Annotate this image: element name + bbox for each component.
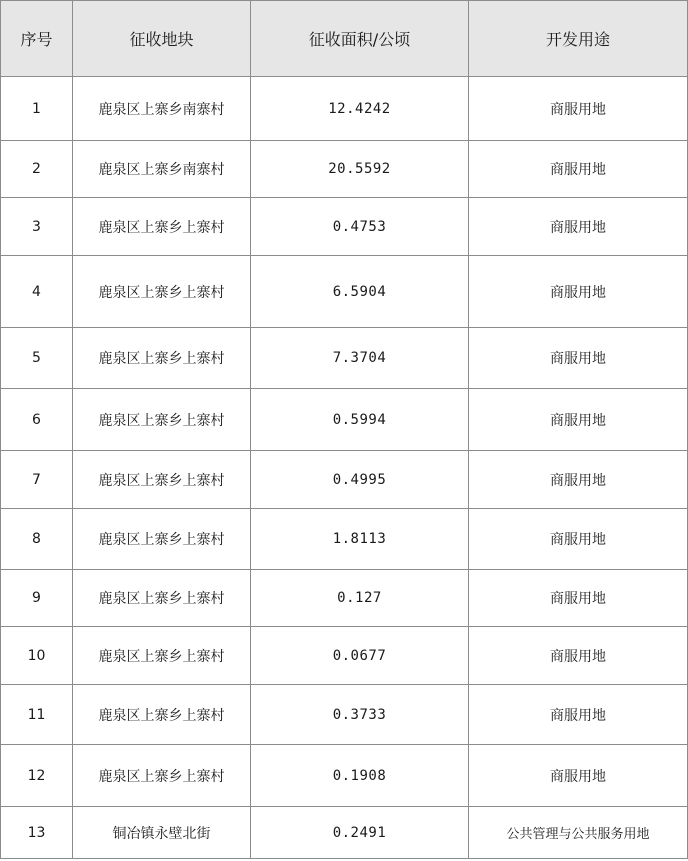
cell-serial-no: 10	[1, 627, 73, 685]
cell-area: 0.127	[251, 570, 469, 627]
cell-use: 商服用地	[469, 570, 688, 627]
table-row	[1, 328, 688, 389]
cell-serial-no: 3	[1, 198, 73, 256]
cell-use: 商服用地	[469, 198, 688, 256]
table-row	[1, 807, 688, 859]
cell-plot: 铜冶镇永壁北街	[73, 807, 251, 859]
cell-serial-no: 5	[1, 328, 73, 389]
cell-use: 商服用地	[469, 745, 688, 807]
cell-area: 7.3704	[251, 328, 469, 389]
cell-area: 0.3733	[251, 685, 469, 745]
cell-area: 0.1908	[251, 745, 469, 807]
table-row	[1, 509, 688, 570]
cell-serial-no: 8	[1, 509, 73, 570]
cell-area: 0.4995	[251, 451, 469, 509]
cell-area: 0.0677	[251, 627, 469, 685]
cell-serial-no: 11	[1, 685, 73, 745]
cell-area: 1.8113	[251, 509, 469, 570]
cell-plot: 鹿泉区上寨乡上寨村	[73, 256, 251, 328]
header-plot: 征收地块	[73, 1, 251, 77]
cell-plot: 鹿泉区上寨乡上寨村	[73, 570, 251, 627]
cell-use: 商服用地	[469, 685, 688, 745]
cell-plot: 鹿泉区上寨乡上寨村	[73, 451, 251, 509]
cell-plot: 鹿泉区上寨乡上寨村	[73, 328, 251, 389]
cell-area: 12.4242	[251, 77, 469, 141]
cell-plot: 鹿泉区上寨乡上寨村	[73, 389, 251, 451]
table-header-row	[1, 1, 688, 77]
table-row	[1, 77, 688, 141]
table-row	[1, 627, 688, 685]
cell-area: 0.4753	[251, 198, 469, 256]
table-row	[1, 389, 688, 451]
cell-plot: 鹿泉区上寨乡南寨村	[73, 77, 251, 141]
table-row	[1, 141, 688, 198]
cell-use: 商服用地	[469, 77, 688, 141]
cell-serial-no: 13	[1, 807, 73, 859]
table-row	[1, 745, 688, 807]
cell-area: 20.5592	[251, 141, 469, 198]
cell-area: 0.2491	[251, 807, 469, 859]
table-row	[1, 685, 688, 745]
cell-plot: 鹿泉区上寨乡上寨村	[73, 745, 251, 807]
cell-plot: 鹿泉区上寨乡上寨村	[73, 198, 251, 256]
cell-area: 0.5994	[251, 389, 469, 451]
cell-use: 商服用地	[469, 328, 688, 389]
cell-use: 商服用地	[469, 389, 688, 451]
header-use: 开发用途	[469, 1, 688, 77]
cell-serial-no: 1	[1, 77, 73, 141]
cell-serial-no: 6	[1, 389, 73, 451]
cell-use: 商服用地	[469, 256, 688, 328]
cell-serial-no: 12	[1, 745, 73, 807]
table-row	[1, 451, 688, 509]
cell-plot: 鹿泉区上寨乡南寨村	[73, 141, 251, 198]
cell-plot: 鹿泉区上寨乡上寨村	[73, 685, 251, 745]
header-area: 征收面积/公顷	[251, 1, 469, 77]
table-row	[1, 198, 688, 256]
cell-use: 商服用地	[469, 627, 688, 685]
cell-serial-no: 4	[1, 256, 73, 328]
cell-serial-no: 2	[1, 141, 73, 198]
table-row	[1, 256, 688, 328]
cell-serial-no: 9	[1, 570, 73, 627]
cell-area: 6.5904	[251, 256, 469, 328]
cell-use: 商服用地	[469, 451, 688, 509]
header-serial-no: 序号	[1, 1, 73, 77]
cell-serial-no: 7	[1, 451, 73, 509]
cell-plot: 鹿泉区上寨乡上寨村	[73, 627, 251, 685]
cell-use: 商服用地	[469, 509, 688, 570]
cell-plot: 鹿泉区上寨乡上寨村	[73, 509, 251, 570]
cell-use: 公共管理与公共服务用地	[469, 807, 688, 859]
cell-use: 商服用地	[469, 141, 688, 198]
table-row	[1, 570, 688, 627]
